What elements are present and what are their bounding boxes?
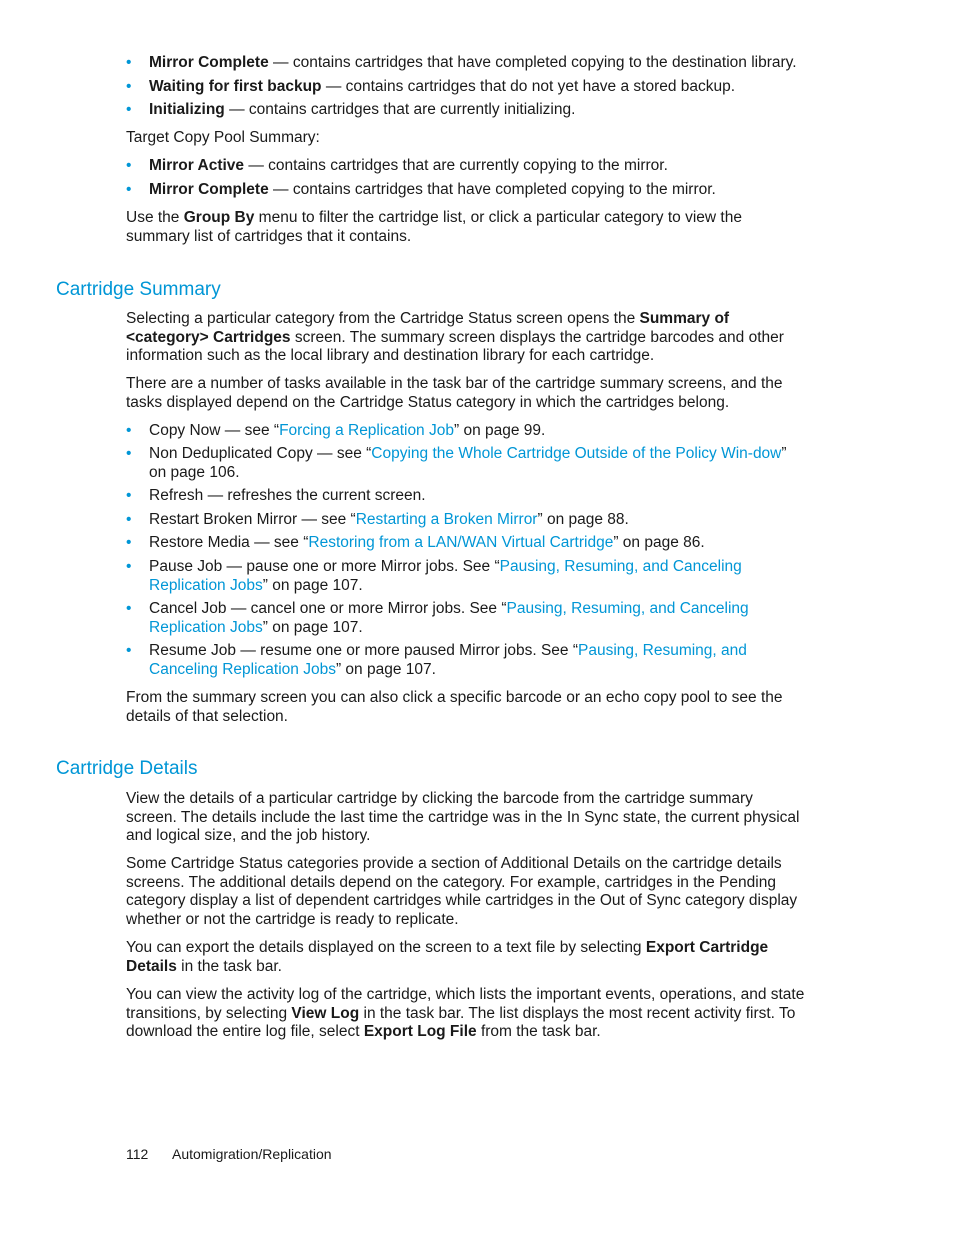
bullet-waiting-first-backup: • Waiting for first backup — contains cartridges that do not yet have a stored backup. <box>126 78 736 95</box>
bullet-marker: • <box>126 558 132 575</box>
details-paragraph-1: View the details of a particular cartridge by clicking the barcode from the cartridge summary screen. The details include the last time the cartridge was in the In Sync state, the current physical and logical size, and the job history. <box>126 790 800 845</box>
bullet-mirror-active: • Mirror Active — contains cartridges that are currently copying to the mirror. <box>126 157 668 174</box>
bullet-mirror-complete-target: • Mirror Complete — contains cartridges that have completed copying to the mirror. <box>126 181 716 198</box>
target-copy-pool-label: Target Copy Pool Summary: <box>126 129 320 146</box>
task-non-deduplicated-copy: • Non Deduplicated Copy — see “Copying the Whole Cartridge Outside of the Policy Win-dow” on page 106. <box>126 445 787 481</box>
bullet-marker: • <box>126 422 132 439</box>
link-pausing-resuming-canceling[interactable]: Pausing, Resuming, and Canceling Replication Jobs <box>149 600 749 636</box>
details-paragraph-3: You can export the details displayed on the screen to a text file by selecting Export Cartridge Details in the task bar. <box>126 939 769 975</box>
link-copying-whole-cartridge[interactable]: Copying the Whole Cartridge Outside of the Policy Win-dow <box>371 445 782 462</box>
bullet-marker: • <box>126 511 132 528</box>
bullet-initializing: • Initializing — contains cartridges that are currently initializing. <box>126 101 576 118</box>
bullet-marker: • <box>126 487 132 504</box>
link-restarting-broken-mirror[interactable]: Restarting a Broken Mirror <box>355 511 538 528</box>
page-number: 112 <box>126 1146 149 1162</box>
details-paragraph-2: Some Cartridge Status categories provide a section of Additional Details on the cartridge details screens. The additional details depend on the category. For example, cartridges in the Pending category display a list of dependent cartridges while cartridges in the Out of Sync category display whether or not the cartridge is ready to replicate. <box>126 855 798 928</box>
link-forcing-replication-job[interactable]: Forcing a Replication Job <box>279 422 454 439</box>
task-copy-now: • Copy Now — see “Forcing a Replication Job” on page 99. <box>126 422 546 439</box>
bullet-marker: • <box>126 157 132 174</box>
bullet-marker: • <box>126 600 132 617</box>
bullet-marker: • <box>126 642 132 659</box>
page-footer <box>126 1145 332 1164</box>
summary-paragraph-3: From the summary screen you can also click a specific barcode or an echo copy pool to see the details of that selection. <box>126 689 783 725</box>
heading-cartridge-details: Cartridge Details <box>56 758 198 779</box>
bullet-marker: • <box>126 534 132 551</box>
task-pause-job: • Pause Job — pause one or more Mirror jobs. See “Pausing, Resuming, and Canceling Replication Jobs” on page 107. <box>126 558 742 594</box>
link-restoring-lan-wan[interactable]: Restoring from a LAN/WAN Virtual Cartridge <box>308 534 614 551</box>
bullet-marker: • <box>126 54 132 71</box>
link-pausing-resuming-canceling[interactable]: Pausing, Resuming, and Canceling Replication Jobs <box>149 642 747 678</box>
summary-paragraph-1: Selecting a particular category from the Cartridge Status screen opens the Summary of <category> Cartridges screen. The summary screen displays the cartridge barcodes and other information such as the local library and destination library for each cartridge. <box>126 310 784 365</box>
chapter-title: Automigration/Replication <box>172 1146 332 1162</box>
task-cancel-job: • Cancel Job — cancel one or more Mirror jobs. See “Pausing, Resuming, and Canceling Replication Jobs” on page 107. <box>126 600 749 636</box>
details-paragraph-4: You can view the activity log of the cartridge, which lists the important events, operations, and state transitions, by selecting View Log in the task bar. The list displays the most recent activity first. To download the entire log file, select Export Log File from the task bar. <box>126 986 805 1041</box>
task-restore-media: • Restore Media — see “Restoring from a LAN/WAN Virtual Cartridge” on page 86. <box>126 534 705 551</box>
task-resume-job: • Resume Job — resume one or more paused Mirror jobs. See “Pausing, Resuming, and Canceling Replication Jobs” on page 107. <box>126 642 747 678</box>
summary-paragraph-2: There are a number of tasks available in the task bar of the cartridge summary screens, and the tasks displayed depend on the Cartridge Status category in which the cartridges belong. <box>126 375 783 411</box>
link-pausing-resuming-canceling[interactable]: Pausing, Resuming, and Canceling Replication Jobs <box>149 558 742 594</box>
task-refresh: • Refresh — refreshes the current screen. <box>126 487 426 504</box>
bullet-marker: • <box>126 445 132 462</box>
heading-cartridge-summary: Cartridge Summary <box>56 279 221 300</box>
bullet-marker: • <box>126 181 132 198</box>
task-restart-broken-mirror: • Restart Broken Mirror — see “Restarting a Broken Mirror” on page 88. <box>126 511 629 528</box>
bullet-mirror-complete: • Mirror Complete — contains cartridges that have completed copying to the destination library. <box>126 54 797 71</box>
group-by-paragraph: Use the Group By menu to filter the cartridge list, or click a particular category to view the summary list of cartridges that it contains. <box>126 209 742 245</box>
bullet-marker: • <box>126 101 132 118</box>
bullet-marker: • <box>126 78 132 95</box>
